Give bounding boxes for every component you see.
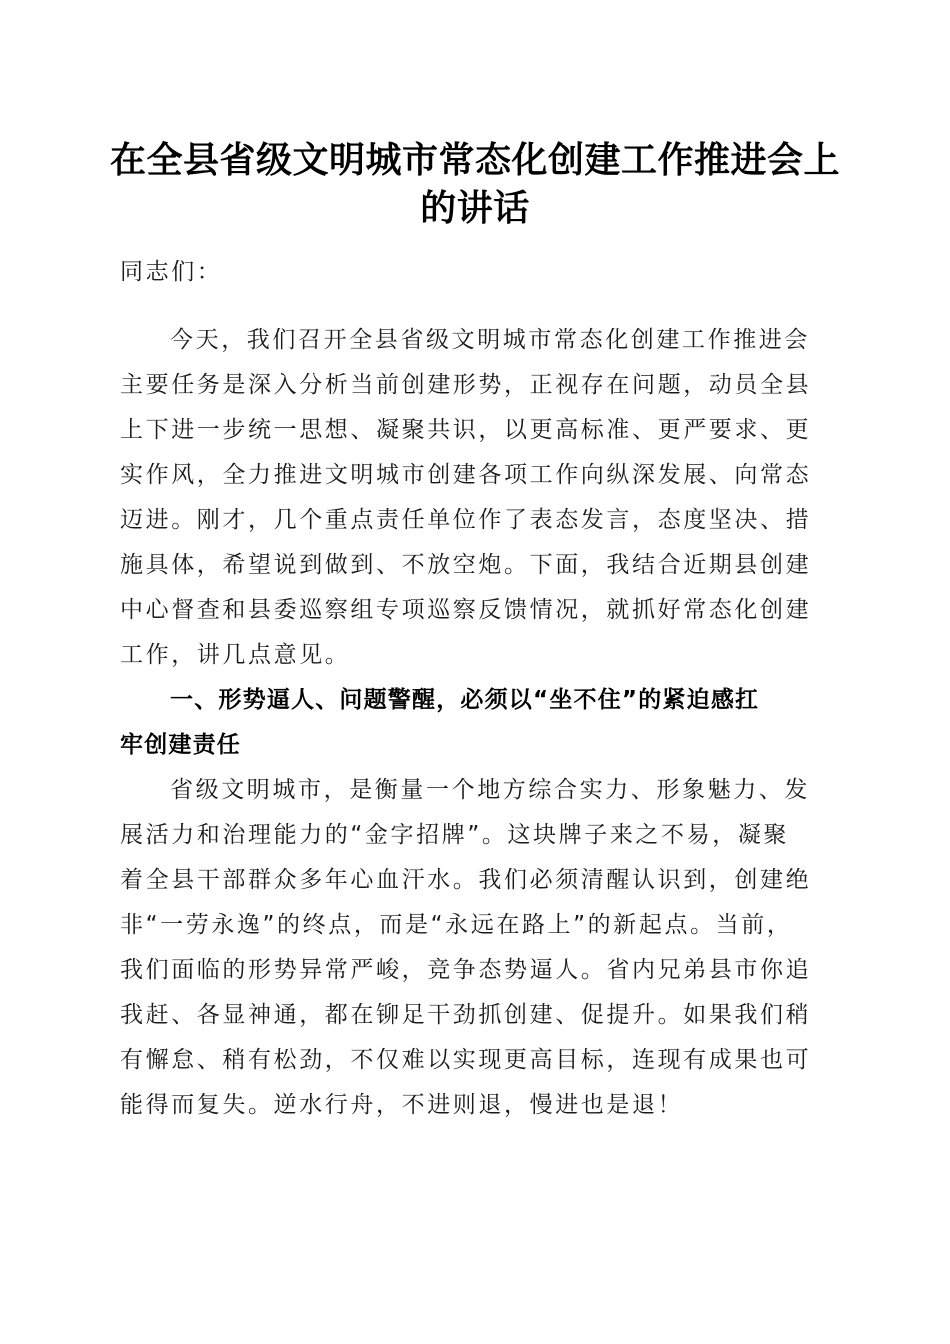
paragraph-line: 能得而复失。逆水行舟，不进则退，慢进也是退！ [120, 1092, 684, 1118]
paragraph-line: 工作，讲几点意见。 [120, 642, 351, 668]
paragraph-line: 展活力和治理能力的“金字招牌”。这块牌子来之不易，凝聚 [120, 822, 790, 848]
document-title-line-1: 在全县省级文明城市常态化创建工作推进会上 [110, 139, 841, 181]
paragraph-line: 主要任务是深入分析当前创建形势，正视存在问题，动员全县 [120, 372, 812, 398]
paragraph-line: 有懈怠、稍有松劲，不仅难以实现更高目标，连现有成果也可 [120, 1047, 812, 1073]
document-title-line-2: 的讲话 [420, 187, 530, 229]
paragraph-line: 实作风，全力推进文明城市创建各项工作向纵深发展、向常态 [120, 462, 812, 488]
heading-line: 牢创建责任 [120, 732, 241, 758]
paragraph-1 [120, 318, 832, 678]
heading-line: 一、形势逼人、问题警醒，必须以“坐不住”的紧迫感扛 [170, 687, 760, 713]
paragraph-2 [120, 768, 832, 1128]
paragraph-line: 我们面临的形势异常严峻，竞争态势逼人。省内兄弟县市你追 [120, 957, 812, 983]
section-heading-1 [120, 678, 832, 768]
salutation: 同志们： [120, 259, 223, 285]
paragraph-line: 今天，我们召开全县省级文明城市常态化创建工作推进会 [170, 327, 810, 353]
paragraph-line: 非“一劳永逸”的终点，而是“永远在路上”的新起点。当前， [120, 912, 793, 938]
paragraph-line: 迈进。刚才，几个重点责任单位作了表态发言，态度坚决、措 [120, 507, 812, 533]
paragraph-line: 中心督查和县委巡察组专项巡察反馈情况，就抓好常态化创建 [120, 597, 812, 623]
paragraph-line: 省级文明城市，是衡量一个地方综合实力、形象魅力、发 [170, 777, 810, 803]
paragraph-line: 上下进一步统一思想、凝聚共识，以更高标准、更严要求、更 [120, 417, 812, 443]
paragraph-line: 施具体，希望说到做到、不放空炮。下面，我结合近期县创建 [120, 552, 812, 578]
paragraph-line: 我赶、各显神通，都在铆足干劲抓创建、促提升。如果我们稍 [120, 1002, 812, 1028]
paragraph-line: 着全县干部群众多年心血汗水。我们必须清醒认识到，创建绝 [120, 867, 812, 893]
